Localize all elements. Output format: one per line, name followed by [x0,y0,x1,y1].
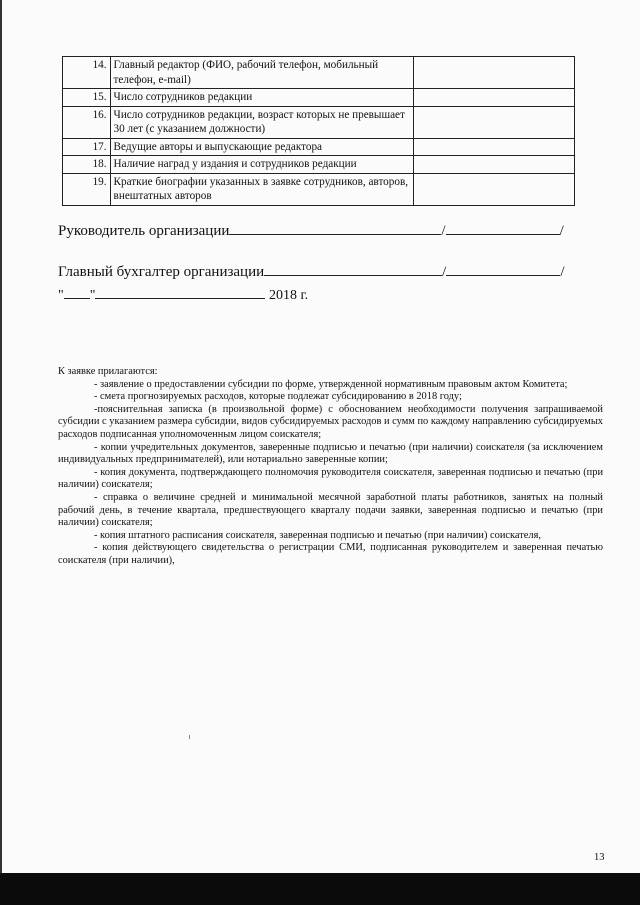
row-number: 15. [63,89,111,107]
row-description: Главный редактор (ФИО, рабочий телефон, мобильный телефон, e-mail) [110,57,414,89]
row-value-cell [414,138,575,156]
head-name-blank [446,220,560,235]
accountant-signature-slash-1: / [442,264,447,280]
accountant-signature-label: Главный бухгалтер организации [58,264,265,280]
head-signature-slash-1: / [441,223,446,239]
requirements-table [62,56,575,206]
head-signature-line [58,220,564,240]
accountant-signature-blank [264,261,442,276]
table-row [63,57,575,89]
attachments-intro: К заявке прилагаются: [58,366,158,377]
row-number: 16. [63,106,111,138]
row-number: 18. [63,156,111,174]
row-value-cell [414,57,575,89]
attachment-item: -пояснительная записка (в произвольной форме) с обоснованием необходимости получения запрашиваемой субсидии с указанием размера субсидии, видов субсидируемых расходов и сумм по каждому направлению субсидируемых расходов подписанная уполномоченным лицом соискателя; [58,403,603,440]
scan-bottom-border [0,873,640,905]
attachment-item: - справка о величине средней и минимальной месячной заработной платы работников, занятых на полный рабочий день, в течение квартала, предшествующего кварталу подачи заявки, заверенная подписью и печатью (при наличии) соискателя; [58,491,603,529]
head-signature-label: Руководитель организации [58,223,230,239]
row-description: Краткие биографии указанных в заявке сотрудников, авторов, внештатных авторов [110,173,414,205]
row-value-cell [414,89,575,107]
date-line [58,286,308,304]
attachment-item: - смета прогнозируемых расходов, которые подлежат субсидированию в 2018 году; [94,391,462,403]
date-quote-open: " [58,288,64,303]
attachment-item: - копия документа, подтверждающего полномочия руководителя соискателя, заверенная подписью и печатью (при наличии) соискателя; [58,466,603,491]
date-year: 2018 г. [268,288,309,303]
attachments-section [58,366,603,568]
scan-speck [189,735,190,739]
date-quote-close: " [89,288,96,303]
accountant-signature-slash-2: / [560,264,565,280]
table-row [63,156,575,174]
attachment-item: - копия действующего свидетельства о регистрации СМИ, подписанная руководителем и заверенная печатью соискателя (при наличии), [58,542,603,566]
row-description: Число сотрудников редакции, возраст которых не превышает 30 лет (с указанием должности) [110,106,414,138]
row-description: Число сотрудников редакции [110,89,414,107]
scan-left-edge [0,0,2,873]
head-signature-blank [229,220,441,235]
row-value-cell [414,156,575,174]
requirements-table-body [63,57,575,206]
attachment-item: - копии учредительных документов, заверенные подписью и печатью (при наличии) соискателя (за исключением индивидуальных предпринимателей), или нотариально заверенные копии; [58,441,603,466]
date-month-blank [95,286,265,299]
row-description: Наличие наград у издания и сотрудников редакции [110,156,414,174]
attachment-item: - копия штатного расписания соискателя, заверенная подписью и печатью (при наличии) соискателя, [94,529,541,541]
attachment-item: - заявление о предоставлении субсидии по форме, утвержденной нормативным правовым актом Комитета; [94,378,568,390]
table-row [63,173,575,205]
row-description: Ведущие авторы и выпускающие редактора [110,138,414,156]
table-row [63,89,575,107]
table-row [63,138,575,156]
accountant-signature-line [58,261,564,281]
table-row [63,106,575,138]
date-day-blank [64,286,90,299]
page-number: 13 [594,852,605,863]
row-number: 14. [63,57,111,89]
row-value-cell [414,106,575,138]
attachments-list [58,379,603,568]
row-value-cell [414,173,575,205]
row-number: 17. [63,138,111,156]
accountant-name-blank [446,261,560,276]
row-number: 19. [63,173,111,205]
head-signature-slash-2: / [559,223,564,239]
